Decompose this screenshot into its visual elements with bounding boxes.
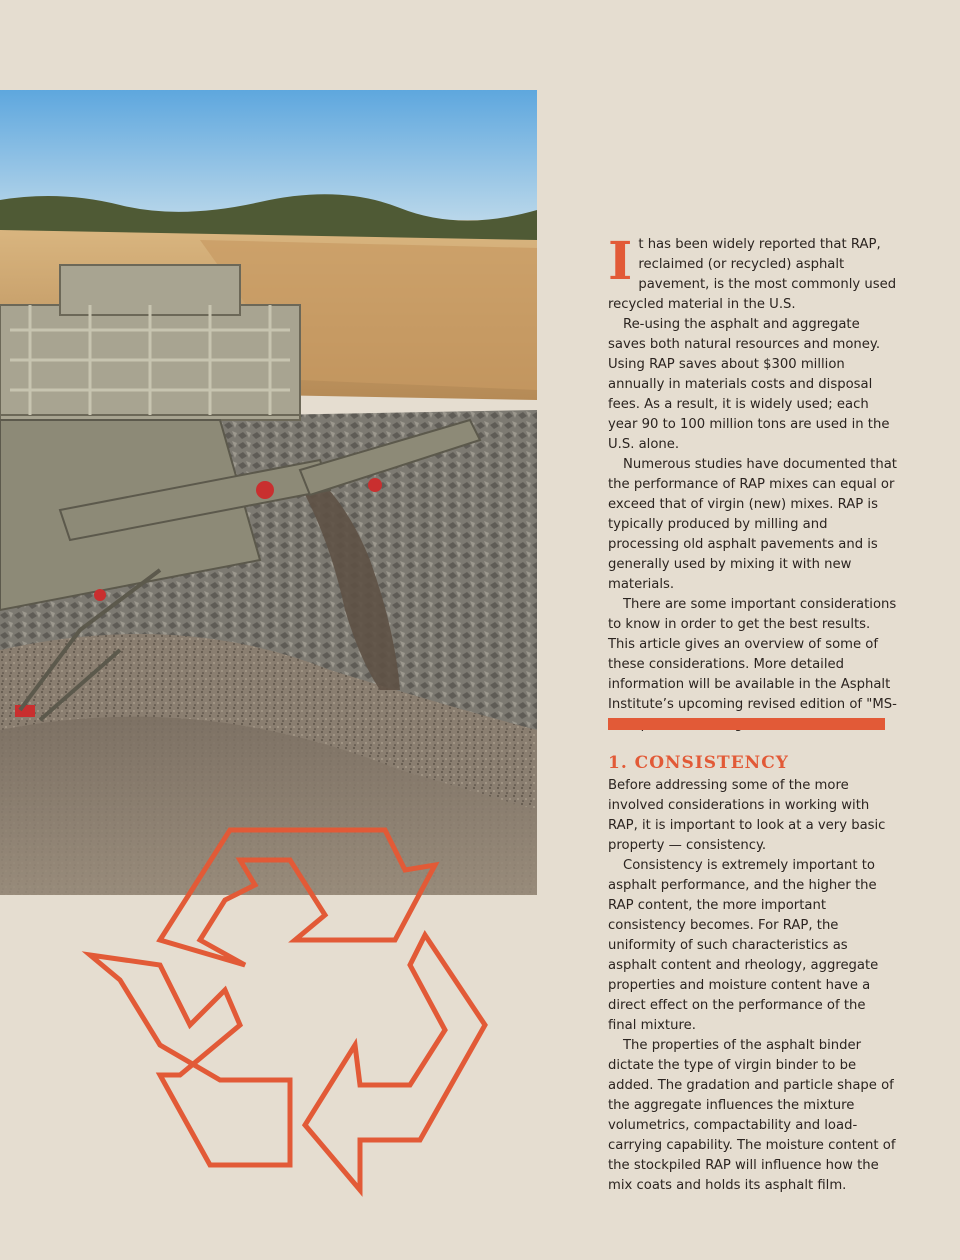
recycle-symbol — [80, 820, 500, 1220]
section-heading: 1. CONSISTENCY — [608, 753, 789, 773]
drop-cap: I — [608, 231, 633, 292]
intro-paragraph-1: t has been widely reported that RAP, reclaimed (or recycled) asphalt pavement, is the most commonly used recycled material in the U.S. — [608, 237, 897, 312]
section-divider — [608, 718, 885, 730]
section-consistency — [608, 752, 898, 1196]
intro-paragraph-4: There are some important considerations to know in order to get the best results. This article gives an overview of some of these considerations. More detailed information will be available in the Asphalt Institute’s upcoming revised edition of "MS- — [608, 597, 897, 712]
quarry-photo — [0, 90, 537, 895]
section-paragraph-2: Consistency is extremely important to asphalt performance, and the higher the RAP content, the more important consistency becomes. For RAP, the uniformity of such characteristics as asphalt content and rheology, aggregate properties and moisture content have a direct effect on the performance of the final mixture. — [608, 858, 879, 1033]
recycle-arrow-right — [305, 935, 485, 1190]
intro-paragraph-2: Re-using the asphalt and aggregate saves both natural resources and money. Using RAP saves about $300 million annually in materials costs and disposal fees. As a result, it is widely used; each year 90 to 100 million tons are used in the U.S. alone. — [608, 317, 890, 452]
intro-paragraph-3: Numerous studies have documented that the performance of RAP mixes can equal or exceed that of virgin (new) mixes. RAP is typically produced by milling and processing old asphalt pavements and is generally used by mixing it with new materials. — [608, 457, 897, 592]
quarry-photo-illustration — [0, 90, 537, 895]
intro-column — [608, 231, 898, 735]
section-paragraph-3: The properties of the asphalt binder dictate the type of virgin binder to be added. The gradation and particle shape of the aggregate influences the mixture volumetrics, compactability and load-carrying capability. The moisture content of the stockpiled RAP will influence how the mix coats and holds its asphalt film. — [608, 1038, 896, 1193]
recycle-arrow-top — [160, 830, 435, 965]
recycle-arrow-left — [90, 955, 290, 1165]
section-paragraph-1: Before addressing some of the more involved considerations in working with RAP, it is important to look at a very basic property — consistency. — [608, 778, 886, 853]
